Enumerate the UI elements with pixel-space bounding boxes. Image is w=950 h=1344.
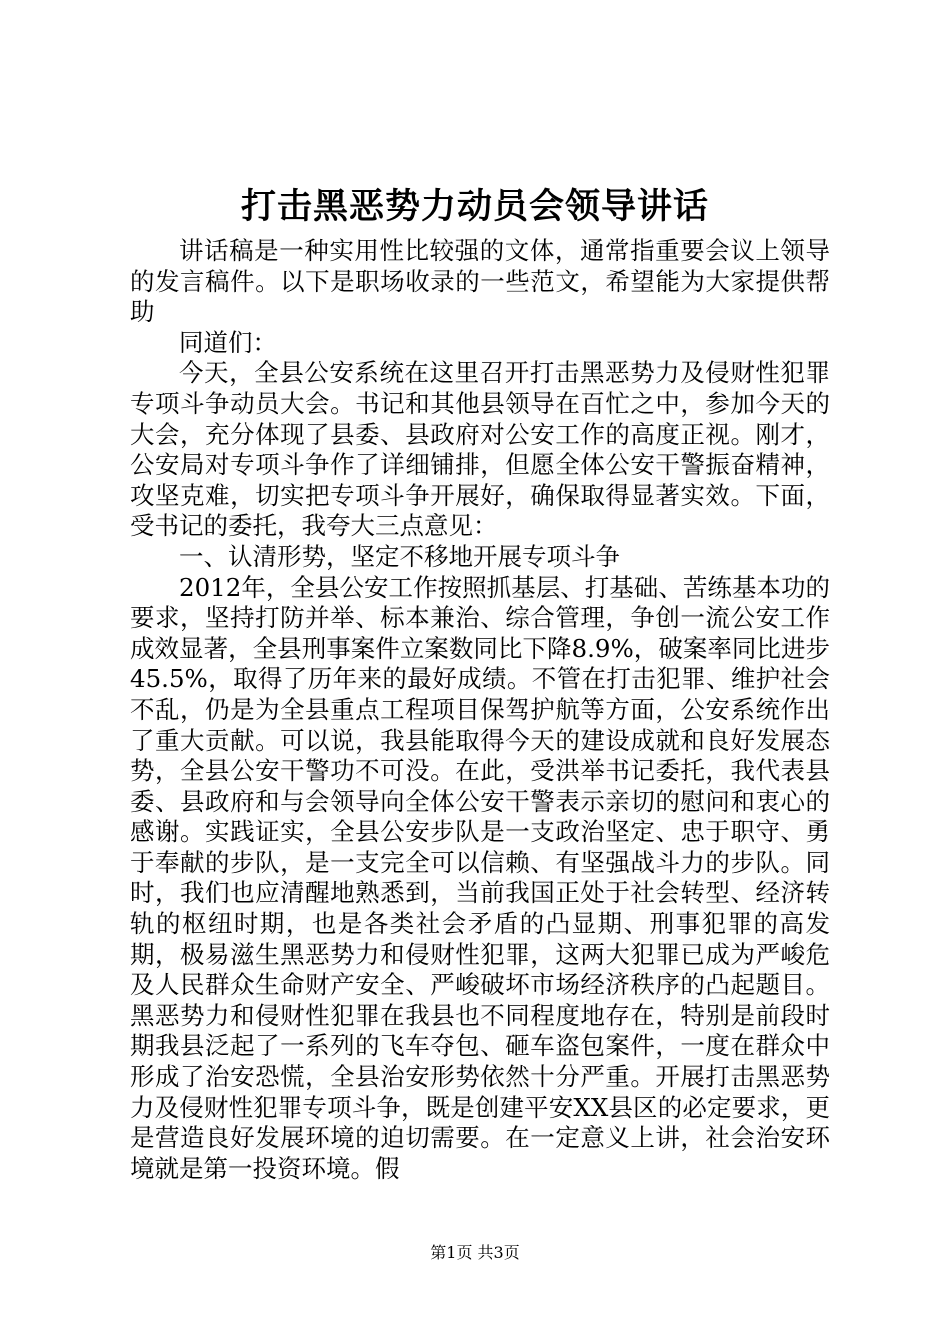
document-body — [130, 236, 830, 1184]
opening-paragraph: 今天，全县公安系统在这里召开打击黑恶势力及侵财性犯罪专项斗争动员大会。书记和其他县领导在百忙之中，参加今天的大会，充分体现了县委、县政府对公安工作的高度正视。刚才，公安局对专项斗争作了详细铺排，但愿全体公安干警振奋精神，攻坚克难，切实把专项斗争开展好，确保取得显著实效。下面，受书记的委托，我夸大三点意见： — [130, 358, 830, 541]
section-heading: 一、认清形势，坚定不移地开展专项斗争 — [179, 541, 620, 571]
page-footer: 第1页 共3页 — [430, 1243, 520, 1262]
document-title: 打击黑恶势力动员会领导讲话 — [240, 186, 709, 227]
salutation-paragraph: 同道们： — [179, 327, 277, 357]
body-paragraph: 2012年，全县公安工作按照抓基层、打基础、苦练基本功的要求，坚持打防并举、标本兼治、综合管理，争创一流公安工作成效显著，全县刑事案件立案数同比下降8.9%，破案率同比进步45.5%，取得了历年来的最好成绩。不管在打击犯罪、维护社会不乱，仍是为全县重点工程项目保驾护航等方面，公安系统作出了重大贡献。可以说，我县能取得今天的建设成就和良好发展态势，全县公安干警功不可没。在此，受洪举书记委托，我代表县委、县政府和与会领导向全体公安干警表示亲切的慰问和衷心的感谢。实践证实，全县公安步队是一支政治坚定、忠于职守、勇于奉献的步队，是一支完全可以信赖、有坚强战斗力的步队。同时，我们也应清醒地熟悉到，当前我国正处于社会转型、经济转轨的枢纽时期，也是各类社会矛盾的凸显期、刑事犯罪的高发期，极易滋生黑恶势力和侵财性犯罪，这两大犯罪已成为严峻危及人民群众生命财产安全、严峻破坏市场经济秩序的凸起题目。黑恶势力和侵财性犯罪在我县也不同程度地存在，特别是前段时期我县泛起了一系列的飞车夺包、砸车盗包案件，一度在群众中形成了治安恐慌，全县治安形势依然十分严重。开展打击黑恶势力及侵财性犯罪专项斗争，既是创建平安XX县区的必定要求，更是营造良好发展环境的迫切需要。在一定意义上讲，社会治安环境就是第一投资环境。假 — [130, 572, 830, 1183]
intro-paragraph: 讲话稿是一种实用性比较强的文体，通常指重要会议上领导的发言稿件。以下是职场收录的一些范文，希望能为大家提供帮助 — [130, 236, 830, 327]
